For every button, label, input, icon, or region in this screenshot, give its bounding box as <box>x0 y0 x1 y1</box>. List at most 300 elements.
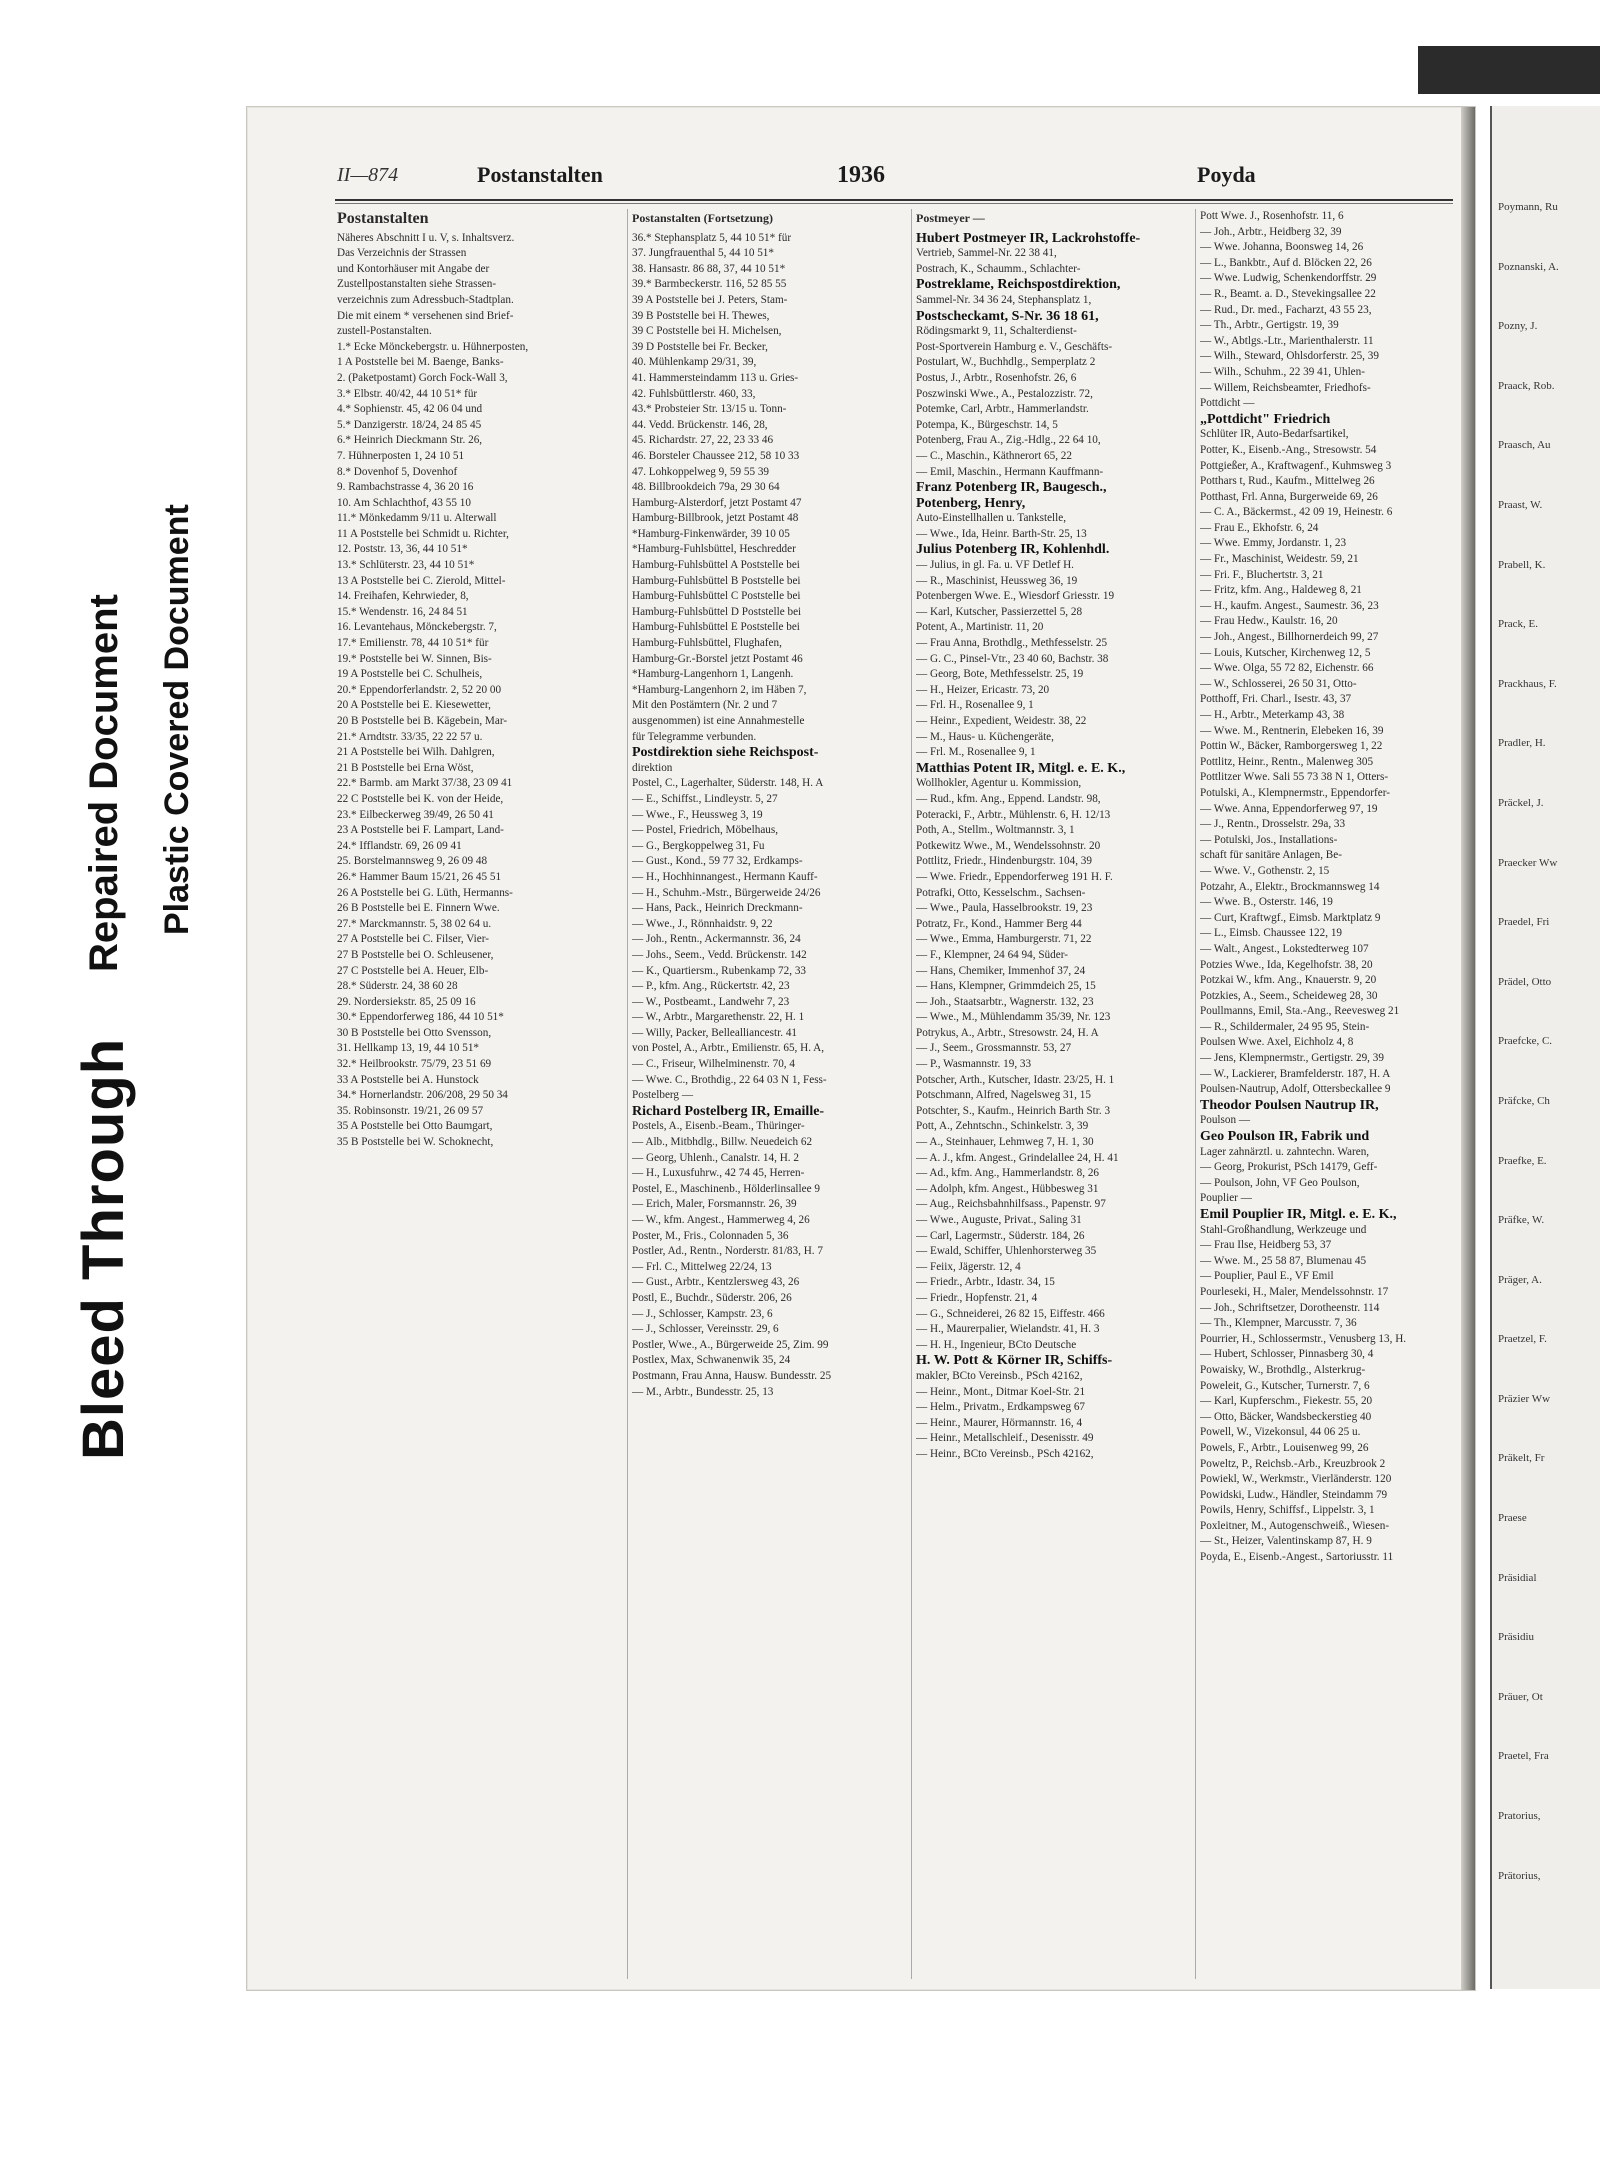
directory-entry: — Jens, Klempnermstr., Gertigstr. 29, 39 <box>1200 1052 1384 1065</box>
directory-entry: — Joh., Angest., Billhornerdeich 99, 27 <box>1200 631 1379 644</box>
directory-entry: — Wwe., F., Heussweg 3, 19 <box>632 808 763 821</box>
directory-entry: Postl, E., Buchdr., Süderstr. 206, 26 <box>632 1291 792 1304</box>
directory-entry: Vertrieb, Sammel-Nr. 22 38 41, <box>916 247 1057 260</box>
directory-entry: Schlüter IR, Auto-Bedarfsartikel, <box>1200 428 1349 441</box>
directory-entry: Hamburg-Billbrook, jetzt Postamt 48 <box>632 512 799 525</box>
directory-entry: Rödingsmarkt 9, 11, Schalterdienst- <box>916 325 1077 338</box>
directory-entry: — H., kaufm. Angest., Saumestr. 36, 23 <box>1200 599 1379 612</box>
directory-entry: 13.* Schlüterstr. 23, 44 10 51* <box>337 559 475 572</box>
directory-entry: Mit den Postämtern (Nr. 2 und 7 <box>632 699 778 712</box>
directory-entry: Stahl-Großhandlung, Werkzeuge und <box>1200 1223 1367 1236</box>
directory-entry: — Joh., Schriftsetzer, Dorotheenstr. 114 <box>1200 1301 1380 1314</box>
directory-entry: 24.* Ifflandstr. 69, 26 09 41 <box>337 839 462 852</box>
label-repaired-document: Repaired Document <box>82 594 126 972</box>
adjacent-entry: Präsidiu <box>1498 1631 1535 1644</box>
label-bleed-through: Bleed Through <box>71 1037 136 1460</box>
directory-entry: Powils, Henry, Schiffsf., Lippelstr. 3, 1 <box>1200 1504 1375 1517</box>
directory-entry: 6.* Heinrich Dieckmann Str. 26, <box>337 434 483 447</box>
directory-entry: — W., Lackierer, Bramfelderstr. 187, H. A <box>1200 1067 1391 1080</box>
directory-entry: Potschter, S., Kaufm., Heinrich Barth Str. 3 <box>916 1104 1111 1117</box>
directory-entry: Pottgießer, A., Kraftwagenf., Kuhmsweg 3 <box>1200 459 1392 472</box>
directory-entry: Das Verzeichnis der Strassen <box>337 247 467 260</box>
directory-entry: 1.* Ecke Mönckebergstr. u. Hühnerposten, <box>337 340 529 353</box>
directory-entry: Poszwinski Wwe., A., Pestalozzistr. 72, <box>916 387 1093 400</box>
directory-entry: Hamburg-Alsterdorf, jetzt Postamt 47 <box>632 496 802 509</box>
directory-entry: Die mit einem * versehenen sind Brief- <box>337 309 514 322</box>
directory-entry: Postulart, W., Buchhdlg., Semperplatz 2 <box>916 356 1096 369</box>
adjacent-entry: Präkelt, Fr <box>1498 1452 1545 1465</box>
directory-entry: 34.* Hornerlandstr. 206/208, 29 50 34 <box>337 1089 508 1102</box>
directory-entry: 40. Mühlenkamp 29/31, 39, <box>632 356 757 369</box>
directory-entry: — Frl. M., Rosenallee 9, 1 <box>916 746 1036 759</box>
directory-entry: — W., kfm. Angest., Hammerweg 4, 26 <box>632 1214 810 1226</box>
directory-entry: Potzies Wwe., Ida, Kegelhofstr. 38, 20 <box>1200 958 1373 971</box>
directory-entry: Poulsen Wwe. Axel, Eichholz 4, 8 <box>1200 1036 1354 1049</box>
directory-entry: 10. Am Schlachthof, 43 55 10 <box>337 496 471 509</box>
directory-entry: 4.* Sophienstr. 45, 42 06 04 und <box>337 403 483 416</box>
directory-entry: — Julius, in gl. Fa. u. VF Detlef H. <box>916 559 1074 572</box>
directory-entry: 31. Hellkamp 13, 19, 44 10 51* <box>337 1042 480 1055</box>
directory-entry: Pourleseki, H., Maler, Mendelssohnstr. 17 <box>1200 1285 1389 1298</box>
directory-entry: Hamburg-Gr.-Borstel jetzt Postamt 46 <box>632 652 803 665</box>
directory-entry: — Karl, Kutscher, Passierzettel 5, 28 <box>916 605 1083 618</box>
directory-entry: 21 A Poststelle bei Wilh. Dahlgren, <box>337 746 495 759</box>
adjacent-entry: Praese <box>1498 1512 1527 1525</box>
directory-entry: Potenberg, Frau A., Zig.-Hdlg., 22 64 10, <box>916 434 1101 447</box>
directory-entry: — R., Beamt. a. D., Stevekingsallee 22 <box>1200 287 1376 300</box>
directory-entry: — Wwe., Emma, Hamburgerstr. 71, 22 <box>916 933 1092 946</box>
directory-entry: — J., Schlosser, Kampstr. 23, 6 <box>632 1307 773 1320</box>
directory-entry: — Gust., Arbtr., Kentzlersweg 43, 26 <box>632 1276 800 1289</box>
directory-entry: 19.* Poststelle bei W. Sinnen, Bis- <box>337 652 492 665</box>
adjacent-entry: Präzier Ww <box>1498 1392 1551 1405</box>
directory-entry: zustell-Postanstalten. <box>337 325 432 338</box>
directory-entry: — H., Schuhm.-Mstr., Bürgerweide 24/26 <box>632 886 821 899</box>
directory-entry: — Walt., Angest., Lokstedterweg 107 <box>1200 942 1369 955</box>
directory-entry: — Emil, Maschin., Hermann Kauffmann- <box>916 465 1104 478</box>
directory-entry: Powell, W., Vizekonsul, 44 06 25 u. <box>1200 1426 1361 1439</box>
directory-entry: Potempa, K., Bürgeschstr. 14, 5 <box>916 418 1058 431</box>
directory-entry: 19 A Poststelle bei C. Schulheis, <box>337 668 483 681</box>
directory-entry: von Postel, A., Arbtr., Emilienstr. 65, H. A, <box>632 1042 825 1055</box>
directory-entry: 5.* Danzigerstr. 18/24, 24 85 45 <box>337 418 482 431</box>
directory-entry: — Karl, Kupferschm., Fiekestr. 55, 20 <box>1200 1395 1373 1408</box>
directory-entry: Potzkai W., kfm. Ang., Knauerstr. 9, 20 <box>1200 974 1377 987</box>
directory-entry: Potratz, Fr., Kond., Hammer Berg 44 <box>916 917 1082 930</box>
adjacent-entry: Praefcke, C. <box>1498 1035 1553 1048</box>
directory-entry: Potulski, A., Klempnermstr., Eppendorfer- <box>1200 786 1390 799</box>
directory-entry: Pouplier — <box>1200 1192 1252 1205</box>
directory-entry: Postreklame, Reichspostdirektion, <box>916 277 1121 293</box>
directory-entry: 2. (Paketpostamt) Gorch Fock-Wall 3, <box>337 371 508 384</box>
directory-entry: makler, BCto Vereinsb., PSch 42162, <box>916 1369 1083 1382</box>
directory-entry: — Wwe., Ida, Heinr. Barth-Str. 25, 13 <box>916 527 1087 540</box>
directory-entry: 37. Jungfrauenthal 5, 44 10 51* <box>632 247 774 260</box>
directory-entry: Potenberg, Henry, <box>916 495 1026 511</box>
directory-entry: — Curt, Kraftwgf., Eimsb. Marktplatz 9 <box>1200 911 1381 924</box>
directory-entry: 25. Borstelmannsweg 9, 26 09 48 <box>337 855 488 868</box>
directory-entry: verzeichnis zum Adressbuch-Stadtplan. <box>337 293 514 306</box>
directory-entry: 39 D Poststelle bei Fr. Becker, <box>632 340 768 353</box>
adjacent-page <box>1490 106 1600 1989</box>
directory-entry: 30.* Eppendorferweg 186, 44 10 51* <box>337 1011 504 1024</box>
directory-entry: — W., Postbeamt., Landwehr 7, 23 <box>632 995 790 1008</box>
adjacent-page-text <box>1498 200 1600 1970</box>
directory-entry: Poteracki, F., Arbtr., Mühlenstr. 6, H. 12/13 <box>916 808 1111 821</box>
directory-entry: — Ad., kfm. Ang., Hammerlandstr. 8, 26 <box>916 1167 1100 1180</box>
directory-entry: — Wwe. C., Brothdig., 22 64 03 N 1, Fess- <box>632 1073 827 1086</box>
directory-entry: Pott, A., Zehntschn., Schinkelstr. 3, 39 <box>916 1120 1089 1133</box>
directory-entry: — Frau Hedw., Kaulstr. 16, 20 <box>1200 615 1338 628</box>
directory-entry: — Th., Arbtr., Gertigstr. 19, 39 <box>1200 319 1339 332</box>
directory-entry: — Wwe., Paula, Hasselbrookstr. 19, 23 <box>916 902 1093 915</box>
directory-entry: Potter, K., Eisenb.-Ang., Stresowstr. 54 <box>1200 443 1377 456</box>
column-2-title: Postanstalten (Fortsetzung) <box>632 211 773 225</box>
directory-entry: 1 A Poststelle bei M. Baenge, Banks- <box>337 356 504 369</box>
directory-entry: Potkewitz Wwe., M., Wendelssohnstr. 20 <box>916 839 1101 852</box>
directory-entry: Pott Wwe. J., Rosenhofstr. 11, 6 <box>1200 210 1344 222</box>
directory-entry: — Wwe. Ludwig, Schenkendorffstr. 29 <box>1200 272 1377 285</box>
directory-entry: Postscheckamt, S-Nr. 36 18 61, <box>916 308 1099 324</box>
directory-entry: — Georg, Bote, Methfesselstr. 25, 19 <box>916 668 1084 681</box>
directory-entry: Poulsen-Nautrup, Adolf, Ottersbeckallee 9 <box>1200 1083 1391 1096</box>
directory-entry: *Hamburg-Langenhorn 2, im Häben 7, <box>632 683 807 696</box>
directory-entry: — G. C., Pinsel-Vtr., 23 40 60, Bachstr. 38 <box>916 652 1109 665</box>
directory-entry: — Friedr., Arbtr., Idastr. 34, 15 <box>916 1276 1055 1289</box>
directory-entry: Powaisky, W., Brothdlg., Alsterkrug- <box>1200 1363 1366 1376</box>
directory-entry: — Rud., Dr. med., Facharzt, 43 55 23, <box>1200 303 1372 316</box>
directory-entry: — Friedr., Hopfenstr. 21, 4 <box>916 1291 1038 1304</box>
header-rule-thin <box>335 203 1453 204</box>
directory-entry: Pottlitzer Wwe. Sali 55 73 38 N 1, Otters- <box>1200 771 1389 784</box>
directory-entry: Postdirektion siehe Reichspost- <box>632 745 819 761</box>
directory-entry: Potthoff, Fri. Charl., Isestr. 43, 37 <box>1200 693 1352 706</box>
directory-entry: Potrafki, Otto, Kesselschm., Sachsen- <box>916 886 1086 899</box>
page-header <box>337 155 1457 195</box>
directory-entry: — Wwe., Auguste, Privat., Saling 31 <box>916 1214 1082 1226</box>
directory-entry: Poweleit, G., Kutscher, Turnerstr. 7, 6 <box>1200 1379 1370 1392</box>
adjacent-entry: Praetel, Fra <box>1498 1750 1549 1763</box>
side-labels <box>0 0 230 2177</box>
directory-entry: 42. Fuhlsbüttlerstr. 460, 33, <box>632 387 756 400</box>
directory-entry: 47. Lohkoppelweg 9, 59 55 39 <box>632 465 770 478</box>
directory-entry: — Alb., Mitbhdlg., Billw. Neuedeich 62 <box>632 1136 813 1149</box>
directory-entry: 26.* Hammer Baum 15/21, 26 45 51 <box>337 870 502 883</box>
directory-entry: — J., Schlosser, Vereinsstr. 29, 6 <box>632 1323 779 1336</box>
directory-entry: — Wwe., J., Rönnhaidstr. 9, 22 <box>632 917 773 930</box>
directory-entry: Hubert Postmeyer IR, Lackrohstoffe- <box>916 230 1141 246</box>
adjacent-entry: Pradler, H. <box>1498 737 1546 750</box>
adjacent-entry: Prack, E. <box>1498 618 1539 631</box>
directory-entry: — Th., Klempner, Marcusstr. 7, 36 <box>1200 1317 1357 1330</box>
adjacent-entry: Poznanski, A. <box>1498 260 1559 273</box>
directory-entry: 14. Freihafen, Kehrwieder, 8, <box>337 590 469 603</box>
directory-entry: 15.* Wendenstr. 16, 24 84 51 <box>337 605 468 618</box>
directory-entry: Pottdicht — <box>1200 397 1255 410</box>
directory-entry: — Joh., Staatsarbtr., Wagnerstr. 132, 23 <box>916 995 1094 1008</box>
directory-entry: Potrykus, A., Arbtr., Stresowstr. 24, H. A <box>916 1026 1099 1039</box>
directory-entry: *Hamburg-Langenhorn 1, Langenh. <box>632 668 794 681</box>
column-4 <box>1195 209 1456 1979</box>
directory-entry: — Gust., Kond., 59 77 32, Erdkamps- <box>632 855 803 868</box>
directory-entry: 30 B Poststelle bei Otto Svensson, <box>337 1026 492 1039</box>
directory-entry: Powiekl, W., Werkmstr., Vierländerstr. 120 <box>1200 1473 1392 1486</box>
directory-entry: 21 B Poststelle bei Erna Wöst, <box>337 761 474 774</box>
directory-entry: Postmann, Frau Anna, Hausw. Bundesstr. 25 <box>632 1369 832 1382</box>
directory-entry: 20 A Poststelle bei E. Kiesewetter, <box>337 699 491 712</box>
directory-entry: Potthars t, Rud., Kaufm., Mittelweg 26 <box>1200 475 1375 488</box>
directory-entry: — Fr., Maschinist, Weidestr. 59, 21 <box>1200 553 1359 566</box>
directory-entry: *Hamburg-Finkenwärder, 39 10 05 <box>632 527 790 540</box>
directory-entry: 43.* Probsteier Str. 13/15 u. Tonn- <box>632 403 787 416</box>
directory-entry: — W., Abtlgs.-Ltr., Marienthalerstr. 11 <box>1200 334 1374 347</box>
directory-entry: Poweltz, P., Reichsb.-Arb., Kreuzbrook 2 <box>1200 1457 1386 1470</box>
directory-entry: — H., Luxusfuhrw., 42 74 45, Herren- <box>632 1167 805 1180</box>
directory-entry: Matthias Potent IR, Mitgl. e. E. K., <box>916 760 1126 776</box>
directory-entry: — Joh., Arbtr., Heidberg 32, 39 <box>1200 225 1342 238</box>
directory-entry: Wollhokler, Agentur u. Kommission, <box>916 777 1082 790</box>
directory-entry: — St., Heizer, Valentinskamp 87, H. 9 <box>1200 1535 1372 1548</box>
directory-entry: Potenbergen Wwe. E., Wiesdorf Griesstr. 19 <box>916 590 1115 603</box>
directory-entry: Pottin W., Bäcker, Ramborgersweg 1, 22 <box>1200 740 1383 753</box>
directory-entry: — R., Schildermaler, 24 95 95, Stein- <box>1200 1020 1370 1033</box>
directory-entry: Postel, C., Lagerhalter, Süderstr. 148, H. A <box>632 777 824 790</box>
directory-entry: Hamburg-Fuhlsbüttel B Poststelle bei <box>632 574 801 587</box>
directory-entry: — Wwe. Johanna, Boonsweg 14, 26 <box>1200 241 1364 254</box>
directory-entry: 44. Vedd. Brückenstr. 146, 28, <box>632 418 768 431</box>
directory-entry: 29. Nordersiekstr. 85, 25 09 16 <box>337 995 476 1008</box>
directory-entry: Potschmann, Alfred, Nagelsweg 31, 15 <box>916 1089 1091 1102</box>
adjacent-entry: Präuer, Ot <box>1498 1690 1543 1703</box>
directory-entry: Postrach, K., Schaumm., Schlachter- <box>916 262 1081 275</box>
directory-entry: Poth, A., Stellm., Woltmannstr. 3, 1 <box>916 824 1075 837</box>
adjacent-entry: Prädel, Otto <box>1498 975 1552 988</box>
directory-entry: Potemke, Carl, Arbtr., Hammerlandstr. <box>916 403 1089 416</box>
directory-entry: Potent, A., Martinistr. 11, 20 <box>916 621 1044 634</box>
directory-entry: — E., Schiffst., Lindleystr. 5, 27 <box>632 792 778 805</box>
directory-entry: — W., Schlosserei, 26 50 31, Otto- <box>1200 677 1357 690</box>
section-title: Postanstalten <box>477 162 603 187</box>
directory-entry: Pottlitz, Friedr., Hindenburgstr. 104, 39 <box>916 855 1092 868</box>
directory-entry: — L., Eimsb. Chaussee 122, 19 <box>1200 927 1343 940</box>
directory-entry: — L., Bankbtr., Auf d. Blöcken 22, 26 <box>1200 256 1372 269</box>
directory-entry: — Georg, Prokurist, PSch 14179, Geff- <box>1200 1161 1378 1174</box>
adjacent-entry: Praack, Rob. <box>1498 379 1555 392</box>
directory-entry: — H., Arbtr., Meterkamp 43, 38 <box>1200 709 1345 721</box>
column-3 <box>911 209 1192 1979</box>
directory-entry: 11.* Mönkedamm 9/11 u. Alterwall <box>337 512 497 525</box>
directory-entry: 22 C Poststelle bei K. von der Heide, <box>337 792 504 805</box>
directory-entry: Postler, Ad., Rentn., Norderstr. 81/83, H. 7 <box>632 1245 823 1258</box>
year: 1936 <box>837 161 885 188</box>
directory-entry: — Willy, Packer, Belleallianсestr. 41 <box>632 1026 798 1039</box>
adjacent-entry: Praedel, Fri <box>1498 916 1550 929</box>
label-plastic-covered-document: Plastic Covered Document <box>158 504 196 935</box>
directory-entry: — Otto, Bäcker, Wandsbeckerstieg 40 <box>1200 1410 1372 1423</box>
directory-entry: — A. J., kfm. Angest., Grindelallee 24, H. 41 <box>916 1151 1119 1164</box>
directory-entry: 23.* Eilbeckerweg 39/49, 26 50 41 <box>337 808 494 821</box>
directory-entry: Poyda, E., Eisenb.-Angest., Sartoriusstr. 11 <box>1200 1551 1394 1564</box>
directory-entry: 20 B Poststelle bei B. Kägebein, Mar- <box>337 715 508 727</box>
directory-entry: — Johs., Seem., Vedd. Brückenstr. 142 <box>632 948 807 961</box>
adjacent-entry: Praetzel, F. <box>1498 1333 1547 1346</box>
directory-entry: 12. Poststr. 13, 36, 44 10 51* <box>337 543 468 556</box>
column-3-title: Postmeyer — <box>916 211 985 225</box>
directory-entry: — Frau Ilse, Heidberg 53, 37 <box>1200 1239 1332 1252</box>
directory-entry: — H. H., Ingenieur, BCto Deutsche <box>916 1338 1077 1351</box>
directory-entry: — M., Arbtr., Bundesstr. 25, 13 <box>632 1385 774 1398</box>
directory-entry: Potzahr, A., Elektr., Brockmannsweg 14 <box>1200 880 1380 893</box>
directory-entry: Hamburg-Fuhlsbüttel D Poststelle bei <box>632 605 802 618</box>
directory-entry: — H., Hochhinnangest., Hermann Kauff- <box>632 870 818 883</box>
directory-entry: schaft für sanitäre Anlagen, Be- <box>1200 849 1342 862</box>
directory-entry: — H., Maurerpalier, Wielandstr. 41, H. 3 <box>916 1323 1100 1336</box>
directory-entry: 20.* Eppendorferlandstr. 2, 52 20 00 <box>337 683 502 696</box>
directory-entry: Pottlitz, Heinr., Rentn., Malenweg 305 <box>1200 755 1374 768</box>
directory-entry: 35 B Poststelle bei W. Schoknecht, <box>337 1136 494 1149</box>
directory-entry: — G., Bergkoppelweg 31, Fu <box>632 839 765 852</box>
directory-entry: Hamburg-Fuhlsbüttel A Poststelle bei <box>632 559 800 572</box>
directory-entry: 27.* Marckmannstr. 5, 38 02 64 u. <box>337 917 492 930</box>
directory-entry: Postus, J., Arbtr., Rosenhofstr. 26, 6 <box>916 371 1077 384</box>
directory-entry: Postlex, Max, Schwanenwik 35, 24 <box>632 1354 791 1367</box>
directory-entry: — C., Maschin., Käthnerort 65, 22 <box>916 449 1072 462</box>
directory-entry: 39 B Poststelle bei H. Thewes, <box>632 309 770 322</box>
directory-entry: 21.* Arndtstr. 33/35, 22 22 57 u. <box>337 730 483 743</box>
directory-entry: 39 A Poststelle bei J. Peters, Stam- <box>632 293 788 306</box>
directory-entry: — Wilh., Steward, Ohlsdorferstr. 25, 39 <box>1200 350 1379 363</box>
directory-entry: — G., Schneiderei, 26 82 15, Eiffestr. 466 <box>916 1307 1105 1320</box>
directory-entry: 28.* Süderstr. 24, 38 60 28 <box>337 980 458 993</box>
directory-entry: 17.* Emilienstr. 78, 44 10 51* für <box>337 637 489 650</box>
directory-entry: — Willem, Reichsbeamter, Friedhofs- <box>1200 381 1371 394</box>
directory-entry: — Poulson, John, VF Geo Poulson, <box>1200 1176 1360 1189</box>
directory-entry: — Aug., Reichsbahnhilfsass., Papenstr. 97 <box>916 1198 1106 1211</box>
directory-entry: 46. Borsteler Chaussee 212, 58 10 33 <box>632 449 800 462</box>
column-2 <box>627 209 908 1979</box>
directory-entry: — Heinr., Metallschleif., Desenisstr. 49 <box>916 1432 1094 1445</box>
directory-entry: Postels, A., Eisenb.-Beam., Thüringer- <box>632 1120 805 1133</box>
directory-entry: Lager zahnärztl. u. zahntechn. Waren, <box>1200 1145 1370 1158</box>
adjacent-entry: Pozny, J. <box>1498 320 1538 333</box>
directory-entry: — Frau E., Ekhofstr. 6, 24 <box>1200 521 1319 534</box>
directory-entry: Powidski, Ludw., Händler, Steindamm 79 <box>1200 1488 1388 1501</box>
directory-entry: — Fritz, kfm. Ang., Haldeweg 8, 21 <box>1200 584 1362 597</box>
adjacent-entry: Pratorius, <box>1498 1810 1541 1823</box>
directory-entry: — Postel, Friedrich, Möbelhaus, <box>632 824 779 837</box>
directory-entry: — F., Klempner, 24 64 94, Süder- <box>916 948 1068 961</box>
directory-entry: 41. Hammersteindamm 113 u. Gries- <box>632 371 799 384</box>
directory-entry: — Wwe. Emmy, Jordanstr. 1, 23 <box>1200 537 1347 550</box>
directory-entry: Pourrier, H., Schlossermstr., Venusberg 13, H. <box>1200 1332 1407 1345</box>
directory-entry: — Carl, Lagermstr., Süderstr. 184, 26 <box>916 1229 1085 1242</box>
directory-entry: für Telegramme verbunden. <box>632 730 757 743</box>
directory-entry: — C. A., Bäckermst., 42 09 19, Heinestr. 6 <box>1200 506 1393 519</box>
directory-entry: Potscher, Arth., Kutscher, Idastr. 23/25, H. 1 <box>916 1073 1115 1086</box>
directory-entry: Potthast, Frl. Anna, Burgerweide 69, 26 <box>1200 490 1378 503</box>
scanner-dark-edge <box>1418 46 1600 94</box>
directory-entry: — R., Maschinist, Heussweg 36, 19 <box>916 574 1078 587</box>
directory-entry: — Wwe. V., Gothenstr. 2, 15 <box>1200 864 1330 877</box>
directory-entry: 13 A Poststelle bei C. Zierold, Mittel- <box>337 574 506 587</box>
directory-entry: 3.* Elbstr. 40/42, 44 10 51* für <box>337 387 478 400</box>
adjacent-entry: Praasch, Au <box>1498 439 1551 452</box>
directory-entry: 39.* Barmbeckerstr. 116, 52 85 55 <box>632 278 787 291</box>
directory-entry: H. W. Pott & Körner IR, Schiffs- <box>916 1353 1113 1369</box>
header-rule <box>335 199 1453 201</box>
directory-entry: — Joh., Rentn., Ackermannstr. 36, 24 <box>632 933 801 946</box>
directory-entry: — Wwe. M., Rentnerin, Elebeken 16, 39 <box>1200 724 1384 737</box>
directory-entry: Näheres Abschnitt I u. V, s. Inhaltsverz. <box>337 231 515 244</box>
directory-entry: 27 A Poststelle bei C. Filser, Vier- <box>337 933 489 946</box>
directory-entry: — Hans, Chemiker, Immenhof 37, 24 <box>916 964 1086 977</box>
directory-entry: — P., kfm. Ang., Rückertstr. 42, 23 <box>632 980 790 993</box>
directory-entry: und Kontorhäuser mit Angabe der <box>337 262 490 275</box>
directory-entry: Powels, F., Arbtr., Louisenweg 99, 26 <box>1200 1441 1369 1454</box>
directory-entry: 16. Levantehaus, Mönckebergstr. 7, <box>337 621 497 634</box>
adjacent-entry: Präger, A. <box>1498 1273 1542 1286</box>
scanned-page <box>246 106 1476 1991</box>
directory-entry: Julius Potenberg IR, Kohlenhdl. <box>916 542 1110 558</box>
adjacent-entry: Praecker Ww <box>1498 856 1558 869</box>
directory-entry: 27 B Poststelle bei O. Schleusener, <box>337 948 494 961</box>
directory-entry: *Hamburg-Fuhlsbüttel, Heschredder <box>632 543 796 556</box>
directory-columns <box>337 209 1457 1979</box>
directory-entry: 48. Billbrookdeich 79a, 29 30 64 <box>632 481 780 494</box>
directory-entry: Poxleitner, M., Autogenschweiß., Wiesen- <box>1200 1519 1390 1532</box>
adjacent-entry: Präsidial <box>1498 1571 1537 1584</box>
directory-entry: — W., Arbtr., Margarethenstr. 22, H. 1 <box>632 1011 805 1024</box>
directory-entry: — H., Heizer, Ericastr. 73, 20 <box>916 683 1050 696</box>
directory-entry: — J., Seem., Grossmannstr. 53, 27 <box>916 1042 1072 1055</box>
directory-entry: 26 A Poststelle bei G. Lüth, Hermanns- <box>337 886 513 899</box>
directory-entry: — M., Haus- u. Küchengeräte, <box>916 730 1054 743</box>
directory-entry: — Georg, Uhlenh., Canalstr. 14, H. 2 <box>632 1151 799 1164</box>
directory-entry: — Heinr., Mont., Ditmar Koel-Str. 21 <box>916 1385 1086 1398</box>
directory-entry: 11 A Poststelle bei Schmidt u. Richter, <box>337 527 509 540</box>
column-1-title: Postanstalten <box>337 210 429 227</box>
adjacent-entry: Praast, W. <box>1498 498 1543 511</box>
directory-entry: — Rud., kfm. Ang., Eppend. Landstr. 98, <box>916 792 1101 805</box>
directory-entry: — Frau Anna, Brothdlg., Methfesselstr. 25 <box>916 637 1108 650</box>
directory-entry: — K., Quartiersm., Rubenkamp 72, 33 <box>632 964 807 977</box>
directory-entry: 35 A Poststelle bei Otto Baumgart, <box>337 1120 493 1133</box>
directory-entry: 8.* Dovenhof 5, Dovenhof <box>337 465 458 478</box>
directory-entry: — Erich, Maler, Forsmannstr. 26, 39 <box>632 1198 797 1211</box>
directory-entry: Hamburg-Fuhlsbüttel, Flughafen, <box>632 637 782 650</box>
directory-entry: 45. Richardstr. 27, 22, 23 33 46 <box>632 434 774 447</box>
directory-entry: — Helm., Privatm., Erdkampsweg 67 <box>916 1401 1086 1414</box>
adjacent-entry: Prätorius, <box>1498 1869 1541 1882</box>
directory-entry: 23 A Poststelle bei F. Lampart, Land- <box>337 824 504 837</box>
directory-entry: — Heinr., BCto Vereinsb., PSch 42162, <box>916 1447 1094 1460</box>
directory-entry: — Wwe. M., 25 58 87, Blumenau 45 <box>1200 1254 1367 1267</box>
directory-entry: — Feiix, Jägerstr. 12, 4 <box>916 1260 1021 1273</box>
directory-entry: — Wwe. Friedr., Eppendorferweg 191 H. F. <box>916 870 1113 883</box>
directory-entry: — Hubert, Schlosser, Pinnasberg 30, 4 <box>1200 1348 1374 1361</box>
directory-entry: — Ewald, Schiffer, Uhlenhorsterweg 35 <box>916 1245 1097 1258</box>
directory-entry: Zustellpostanstalten siehe Strassen- <box>337 278 497 291</box>
directory-entry: Franz Potenberg IR, Baugesch., <box>916 480 1107 496</box>
directory-entry: — Heinr., Expedient, Weidestr. 38, 22 <box>916 715 1087 727</box>
directory-entry: Emil Pouplier IR, Mitgl. e. E. K., <box>1200 1207 1397 1222</box>
directory-entry: Richard Postelberg IR, Emaille- <box>632 1103 825 1119</box>
directory-entry: — Wwe., M., Mühlendamm 35/39, Nr. 123 <box>916 1011 1111 1024</box>
directory-entry: 35. Robinsonstr. 19/21, 26 09 57 <box>337 1104 484 1117</box>
directory-entry: — Pouplier, Paul E., VF Emil <box>1200 1270 1334 1283</box>
adjacent-entry: Präckel, J. <box>1498 796 1544 809</box>
directory-entry: — Wilh., Schuhm., 22 39 41, Uhlen- <box>1200 365 1365 378</box>
